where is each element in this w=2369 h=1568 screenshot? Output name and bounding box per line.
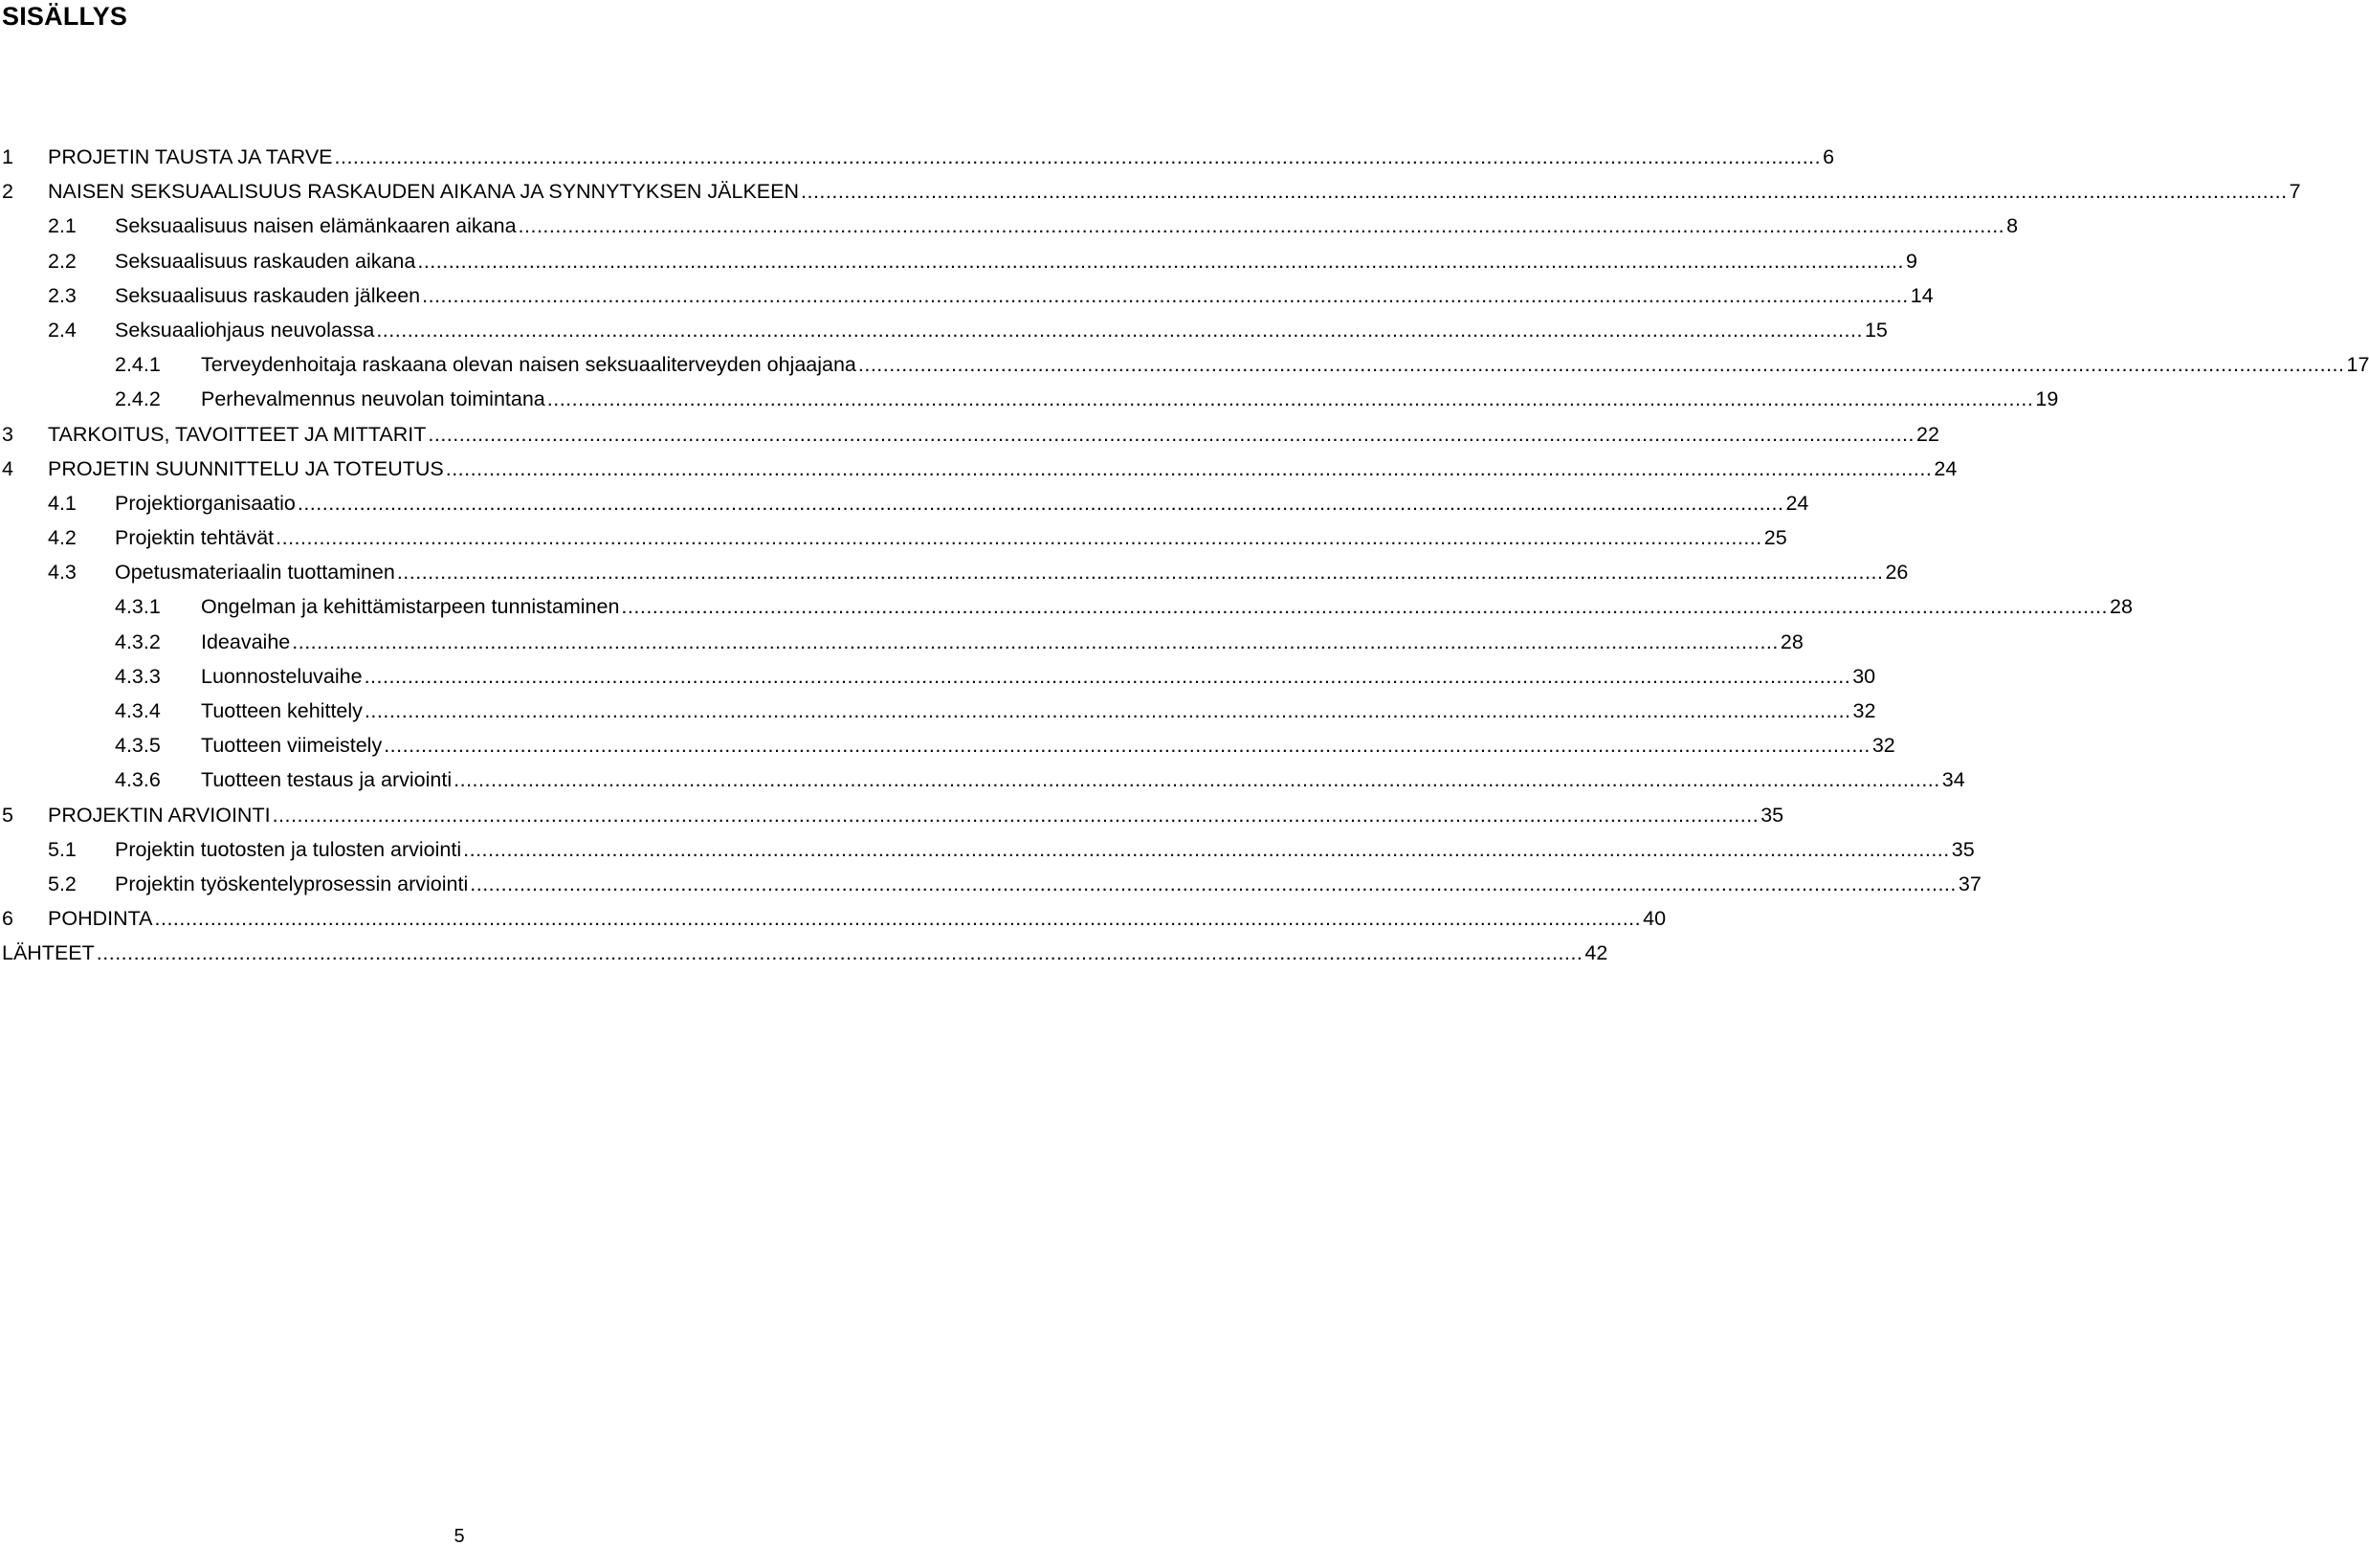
toc-entry-title: Seksuaaliohjaus neuvolassa — [115, 318, 375, 342]
toc-entry[interactable] — [0, 867, 1982, 901]
toc-entry-number: 4.3.2 — [115, 629, 161, 653]
toc-entry-page: 28 — [1780, 629, 1804, 653]
toc-entry-page: 26 — [1885, 561, 1909, 585]
toc-entry[interactable] — [0, 625, 1804, 659]
toc-entry-page: 32 — [1852, 699, 1876, 722]
toc-entry-number: 5.1 — [48, 837, 77, 861]
toc-entry-page: 22 — [1916, 422, 1939, 446]
toc-entry-title: Luonnosteluvaihe — [201, 664, 363, 688]
toc-entry-page: 32 — [1871, 734, 1895, 758]
toc-entry-line — [48, 417, 1939, 452]
toc-entry-title: Terveydenhoitaja raskaana olevan naisen seksuaaliterveyden ohjaajana — [201, 353, 856, 377]
toc-entry-line — [115, 313, 1888, 347]
toc-entry-line — [115, 555, 1909, 589]
toc-entry-number: 4.3 — [48, 561, 77, 585]
toc-entry-line — [115, 209, 2019, 243]
toc-entry-page: 9 — [1905, 249, 1917, 273]
toc-entry[interactable] — [0, 244, 1917, 278]
toc-entry-line — [115, 486, 1809, 520]
toc-entry-page: 35 — [1951, 837, 1975, 861]
toc-dot-leader: ................................................................................................................................................................................................................................................ — [422, 283, 1909, 307]
toc-entry-title: Projektiorganisaatio — [115, 491, 296, 515]
toc-entry[interactable] — [0, 313, 1888, 347]
toc-entry-line — [201, 728, 1895, 762]
toc-entry-title: NAISEN SEKSUAALISUUS RASKAUDEN AIKANA JA SYNNYTYKSEN JÄLKEEN — [48, 180, 800, 204]
page-number: 5 — [454, 1526, 465, 1547]
toc-entry-page: 28 — [2110, 595, 2133, 619]
toc-entry-number: 3 — [2, 422, 13, 446]
toc-entry-page: 17 — [2346, 353, 2369, 377]
toc-entry-page: 6 — [1823, 145, 1835, 168]
toc-entry-number: 5.2 — [48, 872, 77, 895]
toc-entry-line — [201, 762, 1965, 797]
toc-dot-leader: ................................................................................................................................................................................................................................................ — [396, 561, 1884, 585]
toc-entry-line — [201, 625, 1804, 659]
toc-entry-number: 1 — [2, 145, 13, 168]
toc-dot-leader: ................................................................................................................................................................................................................................................ — [801, 180, 2288, 204]
toc-entry[interactable] — [0, 278, 1934, 313]
toc-entry-title: Tuotteen viimeistely — [201, 734, 383, 758]
toc-entry-page: 42 — [1584, 941, 1608, 965]
toc-entry-number: 4.3.6 — [115, 768, 161, 792]
toc-entry-number: 6 — [2, 907, 13, 931]
toc-entry[interactable] — [0, 209, 2019, 243]
toc-entry-line — [115, 867, 1982, 901]
toc-entry-number: 2.3 — [48, 283, 77, 307]
toc-entry-title: PROJETIN TAUSTA JA TARVE — [48, 145, 333, 168]
toc-entry-number: 4.1 — [48, 491, 77, 515]
toc-entry-line — [2, 936, 1608, 970]
toc-entry-number: 4.3.5 — [115, 734, 161, 758]
toc-entry-page: 19 — [2035, 387, 2059, 411]
toc-dot-leader: ................................................................................................................................................................................................................................................ — [621, 595, 2109, 619]
toc-entry-line — [115, 278, 1934, 313]
toc-entry-line — [48, 452, 1958, 486]
toc-entry-title: Ideavaihe — [201, 629, 291, 653]
toc-entry-title: Tuotteen kehittely — [201, 699, 363, 722]
toc-entry-title: Tuotteen testaus ja arviointi — [201, 768, 453, 792]
toc-entry-line — [115, 244, 1917, 278]
toc-entry-page: 15 — [1864, 318, 1888, 342]
toc-entry-page: 34 — [1941, 768, 1965, 792]
toc-entry-line — [48, 798, 1784, 832]
toc-dot-leader: ................................................................................................................................................................................................................................................ — [334, 145, 1822, 168]
toc-dot-leader: ................................................................................................................................................................................................................................................ — [463, 837, 1950, 861]
toc-dot-leader: ................................................................................................................................................................................................................................................ — [546, 387, 2034, 411]
toc-entry-number: 5 — [2, 803, 13, 827]
toc-entry-page: 7 — [2289, 180, 2301, 204]
toc-entry[interactable] — [0, 174, 2301, 209]
toc-entry-line — [201, 589, 2133, 624]
toc-entry-line — [201, 382, 2059, 416]
toc-entry-title: Opetusmateriaalin tuottaminen — [115, 561, 395, 585]
toc-entry-page: 30 — [1852, 664, 1876, 688]
toc-dot-leader: ................................................................................................................................................................................................................................................ — [364, 699, 1851, 722]
toc-entry-page: 25 — [1763, 526, 1787, 550]
toc-entry-page: 37 — [1958, 872, 1982, 895]
toc-entry-line — [48, 140, 1835, 174]
toc-entry-title: POHDINTA — [48, 907, 153, 931]
toc-entry-title: PROJETIN SUUNNITTELU JA TOTEUTUS — [48, 456, 444, 480]
toc-entry[interactable] — [0, 555, 1909, 589]
toc-dot-leader: ................................................................................................................................................................................................................................................ — [417, 249, 1904, 273]
toc-dot-leader: ................................................................................................................................................................................................................................................ — [297, 491, 1784, 515]
toc-entry-number: 2 — [2, 180, 13, 204]
toc-dot-leader: ................................................................................................................................................................................................................................................ — [857, 353, 2345, 377]
toc-entry[interactable] — [0, 589, 2133, 624]
toc-entry-number: 4.3.3 — [115, 664, 161, 688]
page-title: SISÄLLYS — [2, 2, 128, 31]
toc-entry-line — [48, 901, 1667, 936]
toc-dot-leader: ................................................................................................................................................................................................................................................ — [272, 803, 1760, 827]
toc-entry-page: 24 — [1934, 456, 1958, 480]
toc-entry[interactable] — [0, 140, 1835, 174]
toc-entry-number: 4.3.4 — [115, 699, 161, 722]
toc-entry-number: 2.2 — [48, 249, 77, 273]
toc-entry[interactable] — [0, 486, 1809, 520]
toc-entry[interactable] — [0, 417, 1939, 452]
toc-entry-title: Seksuaalisuus naisen elämänkaaren aikana — [115, 214, 517, 238]
toc-dot-leader: ................................................................................................................................................................................................................................................ — [428, 422, 1915, 446]
toc-entry-title: Projektin työskentelyprosessin arviointi — [115, 872, 469, 895]
toc-entry[interactable] — [0, 936, 1608, 970]
toc-entry-line — [48, 174, 2301, 209]
toc-entry-number: 2.4.1 — [115, 353, 161, 377]
toc-entry[interactable] — [0, 762, 1965, 797]
toc-dot-leader: ................................................................................................................................................................................................................................................ — [276, 526, 1762, 550]
toc-entry[interactable] — [0, 347, 2369, 382]
toc-dot-leader: ................................................................................................................................................................................................................................................ — [376, 318, 1863, 342]
toc-entry-page: 8 — [2006, 214, 2019, 238]
toc-entry-number: 2.1 — [48, 214, 77, 238]
toc-entry-page: 35 — [1760, 803, 1784, 827]
toc-entry-number: 2.4.2 — [115, 387, 161, 411]
toc-entry-line — [115, 520, 1787, 555]
toc-entry-title: Seksuaalisuus raskauden jälkeen — [115, 283, 421, 307]
toc-entry-title: Seksuaalisuus raskauden aikana — [115, 249, 416, 273]
toc-dot-leader: ................................................................................................................................................................................................................................................ — [445, 456, 1933, 480]
toc-entry[interactable] — [0, 382, 2059, 416]
toc-entry-title: Projektin tuotosten ja tulosten arviointi — [115, 837, 462, 861]
toc-entry-title: PROJEKTIN ARVIOINTI — [48, 803, 271, 827]
toc-entry-line — [201, 347, 2369, 382]
toc-dot-leader: ................................................................................................................................................................................................................................................ — [96, 941, 1583, 965]
toc-dot-leader: ................................................................................................................................................................................................................................................ — [292, 629, 1779, 653]
toc-dot-leader: ................................................................................................................................................................................................................................................ — [384, 734, 1871, 758]
toc-entry-number: 2.4 — [48, 318, 77, 342]
toc-entry-title: Ongelman ja kehittämistarpeen tunnistaminen — [201, 595, 620, 619]
toc-entry-line — [115, 832, 1975, 867]
toc-entry[interactable] — [0, 659, 1876, 694]
toc-entry-title: TARKOITUS, TAVOITTEET JA MITTARIT — [48, 422, 427, 446]
toc-entry[interactable] — [0, 798, 1784, 832]
toc-entry-number: 4 — [2, 456, 13, 480]
toc-dot-leader: ................................................................................................................................................................................................................................................ — [454, 768, 1940, 792]
toc-entry-page: 24 — [1785, 491, 1809, 515]
toc-entry-line — [201, 659, 1876, 694]
table-of-contents — [0, 140, 2369, 971]
toc-entry-title: Projektin tehtävät — [115, 526, 275, 550]
toc-entry[interactable] — [0, 901, 1667, 936]
toc-entry-number: 4.3.1 — [115, 595, 161, 619]
toc-entry-number: 4.2 — [48, 526, 77, 550]
toc-entry[interactable] — [0, 520, 1787, 555]
toc-entry-page: 40 — [1643, 907, 1667, 931]
toc-entry-title: LÄHTEET — [2, 941, 95, 965]
toc-entry[interactable] — [0, 694, 1876, 728]
toc-entry-line — [201, 694, 1876, 728]
toc-dot-leader: ................................................................................................................................................................................................................................................ — [518, 214, 2005, 238]
toc-dot-leader: ................................................................................................................................................................................................................................................ — [154, 907, 1642, 931]
toc-dot-leader: ................................................................................................................................................................................................................................................ — [364, 664, 1851, 688]
toc-entry[interactable] — [0, 728, 1895, 762]
toc-entry[interactable] — [0, 452, 1958, 486]
toc-entry-title: Perhevalmennus neuvolan toimintana — [201, 387, 545, 411]
toc-entry-page: 14 — [1910, 283, 1934, 307]
toc-dot-leader: ................................................................................................................................................................................................................................................ — [470, 872, 1957, 895]
toc-entry[interactable] — [0, 832, 1975, 867]
